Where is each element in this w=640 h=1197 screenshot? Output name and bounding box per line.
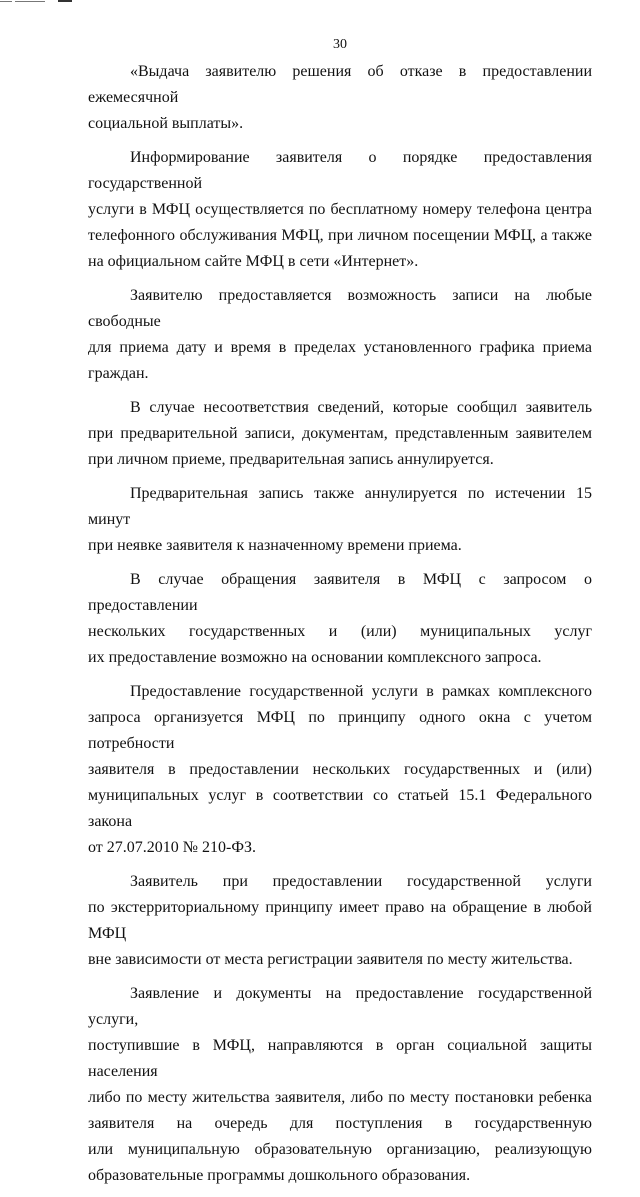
page-number: 30 bbox=[333, 37, 347, 52]
text-line: для приема дату и время в пределах установленного графика приема bbox=[88, 339, 592, 356]
text-line: их предоставление возможно на основании комплексного запроса. bbox=[88, 649, 542, 666]
text-line: по экстерриториальному принципу имеет право на обращение в любой МФЦ bbox=[88, 899, 592, 942]
text-line: В случае обращения заявителя в МФЦ с запросом о предоставлении bbox=[88, 571, 592, 614]
paragraph bbox=[88, 981, 592, 1189]
text-line: запроса организуется МФЦ по принципу одного окна с учетом потребности bbox=[88, 709, 592, 752]
text-line: В случае несоответствия сведений, которые сообщил заявитель bbox=[130, 399, 592, 416]
paragraph bbox=[88, 59, 592, 137]
text-line: либо по месту жительства заявителя, либо по месту постановки ребенка bbox=[88, 1089, 592, 1106]
text-line: муниципальных услуг в соответствии со статьей 15.1 Федерального закона bbox=[88, 787, 592, 830]
text-line: телефонного обслуживания МФЦ, при личном посещении МФЦ, а также bbox=[88, 227, 592, 244]
text-line: от 27.07.2010 № 210-ФЗ. bbox=[88, 839, 257, 856]
text-line: Информирование заявителя о порядке предоставления государственной bbox=[88, 149, 592, 192]
text-line: Заявитель при предоставлении государственной услуги bbox=[130, 873, 592, 890]
text-line: «Выдача заявителю решения об отказе в предоставлении ежемесячной bbox=[88, 63, 592, 106]
paragraph bbox=[88, 869, 592, 973]
text-line: заявителя в предоставлении нескольких государственных и (или) bbox=[88, 761, 592, 778]
text-line: при личном приеме, предварительная запись аннулируется. bbox=[88, 451, 494, 468]
text-line: при предварительной записи, документам, представленным заявителем bbox=[88, 425, 592, 442]
text-line: Заявителю предоставляется возможность записи на любые свободные bbox=[88, 287, 592, 330]
text-line: заявителя на очередь для поступления в государственную bbox=[88, 1115, 592, 1132]
paragraph bbox=[88, 481, 592, 559]
text-line: при неявке заявителя к назначенному времени приема. bbox=[88, 537, 462, 554]
scan-corner-mark bbox=[0, 0, 75, 4]
text-line: образовательные программы дошкольного образования. bbox=[88, 1167, 471, 1184]
text-line: Заявление и документы на предоставление государственной услуги, bbox=[88, 985, 592, 1028]
scan-mark-segment bbox=[0, 1, 12, 2]
text-line: Предварительная запись также аннулируется по истечении 15 минут bbox=[88, 485, 592, 528]
document-body bbox=[88, 59, 592, 1197]
paragraph bbox=[88, 679, 592, 861]
paragraph bbox=[88, 145, 592, 275]
text-line: нескольких государственных и (или) муниципальных услуг bbox=[88, 623, 592, 640]
text-line: поступившие в МФЦ, направляются в орган социальной защиты населения bbox=[88, 1037, 592, 1080]
text-line: Предоставление государственной услуги в рамках комплексного bbox=[130, 683, 592, 700]
paragraph bbox=[88, 395, 592, 473]
text-line: граждан. bbox=[88, 365, 149, 382]
paragraph bbox=[88, 567, 592, 671]
text-line: на официальном сайте МФЦ в сети «Интернет». bbox=[88, 253, 419, 270]
scan-mark-segment bbox=[15, 1, 45, 2]
text-line: услуги в МФЦ осуществляется по бесплатному номеру телефона центра bbox=[88, 201, 592, 218]
text-line: вне зависимости от места регистрации заявителя по месту жительства. bbox=[88, 951, 573, 968]
paragraph bbox=[88, 283, 592, 387]
text-line: или муниципальную образовательную организацию, реализующую bbox=[88, 1141, 592, 1158]
text-line: социальной выплаты». bbox=[88, 115, 244, 132]
scan-mark-segment bbox=[58, 0, 72, 2]
